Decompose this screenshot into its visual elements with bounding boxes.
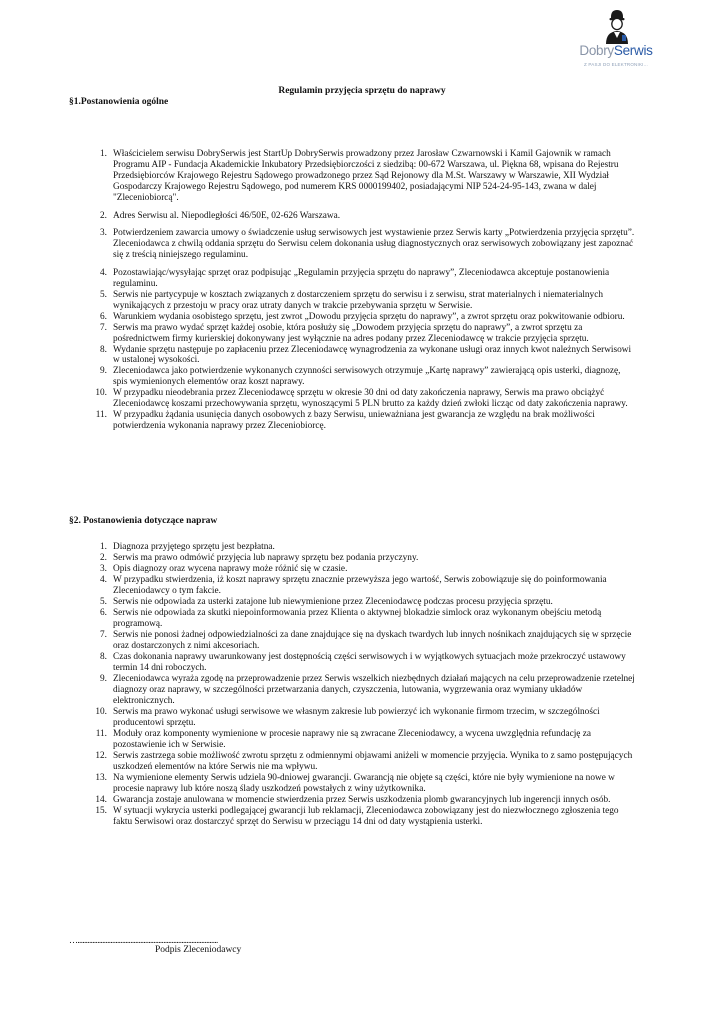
list-item [69, 553, 637, 564]
list-item-text: Właścicielem serwisu DobrySerwis jest StartUp DobrySerwis prowadzony przez Jarosław Czwarnowski i Kamil Gajownik w ramach Programu AIP - Fundacja Akademickie Inkubatory Przedsiębiorczości z siedzibą: 00-672 Warszawa, ul. Piękna 68, wpisana do Rejestru Przedsiębiorców Krajowego Rejestru Sądowego prowadzonego przez Sąd Rejonowy dla M.St. Warszawy w Warszawie, XII Wydział Gospodarczy Krajowego Rejestru Sądowego, pod numerem KRS 0000199402, posiadającymi NIP 524-24-95-143, zwana w dalej "Zleceniobiorcą". [113, 149, 619, 203]
list-item [69, 366, 637, 388]
list-item-number: 7. [100, 630, 107, 641]
list-item-text: Serwis nie odpowiada za usterki zatajone lub niewymienione przez Zleceniodawcę podczas procesu przyjęcia sprzętu. [113, 597, 553, 608]
list-item [69, 597, 637, 608]
list-item [69, 211, 637, 222]
logo-tagline: Z PASJI DO ELEKTRONIKI... [584, 62, 648, 67]
list-item [69, 149, 637, 204]
list-item [69, 674, 637, 707]
list-item-text: W przypadku żądania usunięcia danych osobowych z bazy Serwisu, unieważniana jest gwarancja ze względu na brak możliwości potwierdzenia wykonania naprawy przez Zleceniobiorcę. [113, 409, 595, 431]
list-item-text: Zleceniodawca wyraża zgodę na przeprowadzenie przez Serwis wszelkich niezbędnych działań mających na celu przeprowadzenie rzetelnej diagnozy oraz naprawy, w szczególności przetwarzania danych, czyszczenia, lutowania, wygrzewania oraz wymiany układów elektronicznych. [113, 674, 635, 706]
logo-wordmark [578, 44, 654, 58]
list-item-text: W przypadku nieodebrania przez Zleceniodawcę sprzętu w okresie 30 dni od daty zakończenia naprawy, Serwis ma prawo obciążyć Zleceniodawcę koszami przechowywania sprzętu, wynoszącymi 5 PLN brutto za każdy dzień zwłoki licząc od daty zakończenia naprawy. [113, 388, 628, 410]
list-item [69, 630, 637, 652]
list-item-number: 3. [100, 564, 107, 575]
list-item-number: 2. [100, 210, 107, 221]
list-item [69, 608, 637, 630]
list-item-text: Na wymienione elementy Serwis udziela 90-dniowej gwarancji. Gwarancją nie objęte są części, które nie były wymienione na nowe w procesie naprawy lub które noszą ślady uszkodzeń powstałych z winy użytkownika. [113, 772, 615, 794]
list-item [69, 575, 637, 597]
list-item [69, 542, 637, 553]
list-item-number: 1. [100, 149, 107, 159]
logo-name-part1: Dobry [579, 43, 614, 58]
list-item-text: Serwis ma prawo wydać sprzęt każdej osobie, która posłuży się „Dowodem przyjęcia sprzętu do naprawy”, a zwrot sprzętu za pośrednictwem firmy kurierskiej dokonywany jest wyłącznie na adres podany przez Zleceniodawcę w trakcie przyjęcia sprzętu. [113, 322, 589, 344]
list-item-number: 13. [95, 772, 107, 783]
list-item-text: Serwis ma prawo odmówić przyjęcia lub naprawy sprzętu bez podania przyczyny. [113, 553, 419, 564]
list-item-text: Moduły oraz komponenty wymienione w procesie naprawy nie są zwracane Zleceniodawcy, a wycena uwzględnia refundację za pozostawienie ich w Serwisie. [113, 728, 591, 750]
list-item [69, 290, 637, 312]
list-item-text: Warunkiem wydania osobistego sprzętu, jest zwrot „Dowodu przyjęcia sprzętu do naprawy”, a zwrot sprzętu oraz pokwitowanie odbioru. [113, 311, 625, 322]
section2-heading: §2. Postanowienia dotyczące napraw [69, 516, 218, 526]
list-item-text: Serwis zastrzega sobie możliwość zwrotu sprzętu z odmiennymi objawami aniżeli w momencie przyjęcia. Wynika to z samo postępujących uszkodzeń elementów na które Serwis nie ma wpływu. [113, 750, 633, 772]
list-item-number: 8. [100, 652, 107, 663]
list-item [69, 729, 637, 751]
list-item-text: Serwis nie odpowiada za skutki niepoinformowania przez Klienta o aktywnej blokadzie simlock oraz wykonanym obejściu metodą programową. [113, 608, 602, 630]
list-item-number: 4. [100, 268, 107, 279]
list-item-number: 8. [100, 344, 107, 355]
dobryserwis-logo [578, 8, 654, 70]
list-item-text: Serwis nie partycypuje w kosztach związanych z dostarczeniem sprzętu do serwisu i z serwisu, strat materialnych i niematerialnych wynikających z przestoju w pracy oraz utraty danych w trakcie przebywania sprzętu w Serwisie. [113, 289, 603, 311]
signature-label: Podpis Zleceniodawcy [155, 945, 242, 955]
section1-heading: §1.Postanowienia ogólne [69, 97, 169, 107]
list-item-text: Diagnoza przyjętego sprzętu jest bezpłatna. [113, 542, 275, 552]
list-item-number: 12. [95, 750, 107, 761]
list-item [69, 564, 637, 575]
list-item [69, 751, 637, 773]
list-item [69, 388, 637, 410]
list-item [69, 652, 637, 674]
list-item-text: Zleceniodawca jako potwierdzenie wykonanych czynności serwisowych otrzymuje „Kartę naprawy” zawierającą opis usterki, diagnozę, spis wymienionych elementów oraz koszt naprawy. [113, 366, 621, 388]
list-item-number: 11. [95, 728, 107, 739]
list-item [69, 806, 637, 828]
list-item [69, 410, 637, 432]
list-item-text: Opis diagnozy oraz wycena naprawy może różnić się w czasie. [113, 564, 348, 575]
list-item [69, 773, 637, 795]
list-item-text: Gwarancja zostaje anulowana w momencie stwierdzenia przez Serwis uszkodzenia plomb gwarancyjnych lub ingerencji innych osób. [113, 794, 611, 805]
list-item-text: Adres Serwisu al. Niepodległości 46/50E, 02-626 Warszawa. [113, 210, 341, 221]
list-item-text: Wydanie sprzętu następuje po zapłaceniu przez Zleceniodawcę wynagrodzenia za wykonane usługi oraz innych kwot należnych Serwisowi w ustalonej wysokości. [113, 344, 632, 366]
list-item-number: 1. [100, 542, 107, 552]
list-item-number: 2. [100, 553, 107, 564]
list-item-number: 10. [95, 388, 107, 399]
list-item [69, 323, 637, 345]
section2-list [69, 542, 637, 828]
list-item-number: 11. [95, 409, 107, 420]
list-item-number: 15. [95, 805, 107, 816]
list-item [69, 795, 637, 806]
list-item-text: Serwis nie ponosi żadnej odpowiedzialności za dane znajdujące się na dyskach twardych lub innych nośnikach znajdujących się w sprzęcie oraz dostarczonych z nimi akcesoriach. [113, 630, 632, 651]
list-item [69, 268, 637, 290]
signature-line: …..................................................................................... [69, 935, 218, 945]
list-item-number: 9. [100, 674, 107, 684]
list-item [69, 707, 637, 729]
list-item-text: Serwis ma prawo wykonać usługi serwisowe we własnym zakresie lub powierzyć ich wykonanie firmom trzecim, w szczególności producentowi sprzętu. [113, 706, 600, 728]
list-item-number: 4. [100, 575, 107, 586]
list-item-number: 6. [100, 311, 107, 322]
list-item-number: 5. [100, 289, 107, 300]
list-item-number: 6. [100, 608, 107, 619]
technician-icon [603, 8, 631, 46]
list-item-text: W przypadku stwierdzenia, iż koszt naprawy sprzętu znacznie przewyższa jego wartość, Serwis zobowiązuje się do poinformowania Zleceniodawcy o tym fakcie. [113, 575, 607, 597]
list-item-number: 3. [100, 228, 107, 239]
list-item-number: 9. [100, 366, 107, 377]
list-item-number: 14. [95, 794, 107, 805]
list-item [69, 312, 637, 323]
document-title: Regulamin przyjęcia sprzętu do naprawy [278, 86, 446, 96]
list-item-text: Potwierdzeniem zawarcia umowy o świadczenie usług serwisowych jest wystawienie przez Serwis karty „Potwierdzenia przyjęcia sprzętu”. Zleceniodawca z chwilą oddania sprzętu do Serwisu celem dokonania usług diagnostycznych oraz serwisowych zobowiązany jest zapoznać się z treścią niniejszego regulaminu. [113, 228, 635, 261]
list-item-number: 7. [100, 322, 107, 333]
list-item-text: Pozostawiając/wysyłając sprzęt oraz podpisując „Regulamin przyjęcia sprzętu do naprawy”, Zleceniodawca akceptuje postanowienia regulaminu. [113, 268, 610, 290]
section1-list [69, 149, 637, 432]
list-item [69, 228, 637, 261]
list-item-number: 5. [100, 597, 107, 608]
list-item-number: 10. [95, 706, 107, 717]
list-item-text: W sytuacji wykrycia usterki podlegającej gwarancji lub reklamacji, Zleceniodawca zobowiązany jest do niezwłocznego zgłoszenia tego faktu Serwisowi oraz dostarczyć sprzęt do Serwisu w przeciągu 14 dni od daty wystąpienia usterki. [113, 805, 619, 827]
logo-name-part2: Serwis [613, 43, 653, 58]
list-item [69, 345, 637, 367]
list-item-text: Czas dokonania naprawy uwarunkowany jest dostępnością części serwisowych i w wyjątkowych sytuacjach może przekroczyć ustawowy termin 14 dni roboczych. [113, 652, 626, 673]
